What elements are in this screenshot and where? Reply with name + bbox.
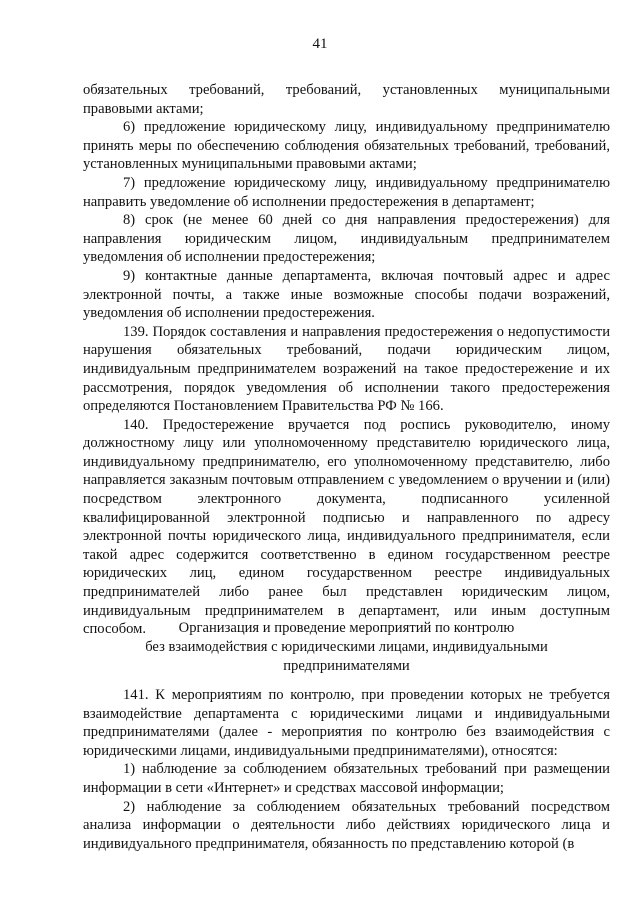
list-item-1: 1) наблюдение за соблюдением обязательных требований при размещении информации в сети «Интернет» и средствах массовой информации;: [83, 761, 610, 796]
page-number: 41: [312, 36, 328, 52]
list-item-9: 9) контактные данные департамента, включая почтовый адрес и адрес электронной почты, а также иные возможные способы подачи возражений, уведомления об исполнении предостережения.: [83, 267, 610, 322]
section-heading: [83, 619, 610, 676]
list-item-8: 8) срок (не менее 60 дней со дня направления предостережения) для направления юридическим лицом, индивидуальным предпринимателем уведомления об исполнении предостережения;: [83, 212, 610, 266]
clause-139: 139. Порядок составления и направления предостережения о недопустимости нарушения обязательных требований, подачи юридическим лицом, индивидуальным предпринимателем возражений на такое предостережение и их рассмотрения, порядок уведомления об исполнении такого предостережения определяются Постановлением Правительства РФ № 166.: [83, 323, 610, 415]
section-heading-line-3: предпринимателями: [283, 658, 410, 674]
list-item-6: 6) предложение юридическому лицу, индивидуальному предпринимателю принять меры по обеспечению соблюдения обязательных требований, требований, установленных муниципальными правовыми актами;: [83, 119, 610, 173]
clause-140: 140. Предостережение вручается под роспись руководителю, иному должностному лицу или уполномоченному представителю юридического лица, индивидуальному предпринимателю, его уполномоченному представителю, либо направляется заказным почтовым отправлением с уведомлением о вручении и (или) посредством электронного документа, подписанного усиленной квалифицированной электронной подписью и направленного по адресу электронной почты юридического лица, индивидуального предпринимателя, если такой адрес содержится соответственно в едином государственном реестре юридических лиц, едином государственном реестре индивидуальных предпринимателей либо ранее был представлен юридическим лицом, индивидуальным предпринимателем в департамент, или иным доступным способом.: [83, 416, 610, 638]
list-item-2: 2) наблюдение за соблюдением обязательных требований посредством анализа информации о деятельности либо действиях юридического лица и индивидуального предпринимателя, обязанность по представлению которой (в: [83, 798, 610, 852]
body-text-top: [83, 81, 610, 639]
body-text-bottom: [83, 686, 610, 853]
section-heading-line-2: без взаимодействия с юридическими лицами, индивидуальными: [145, 639, 548, 655]
paragraph-continuation: обязательных требований, требований, установленных муниципальными правовыми актами;: [83, 82, 610, 117]
list-item-7: 7) предложение юридическому лицу, индивидуальному предпринимателю направить уведомление об исполнении предостережения в департамент;: [83, 174, 610, 210]
clause-141: 141. К мероприятиям по контролю, при проведении которых не требуется взаимодействие департамента с юридическими лицами и индивидуальными предпринимателями (далее - мероприятия по контролю без взаимодействия с юридическими лицами, индивидуальными предпринимателями), относятся:: [83, 687, 610, 759]
section-heading-line-1: Организация и проведение мероприятий по контролю: [178, 620, 515, 636]
